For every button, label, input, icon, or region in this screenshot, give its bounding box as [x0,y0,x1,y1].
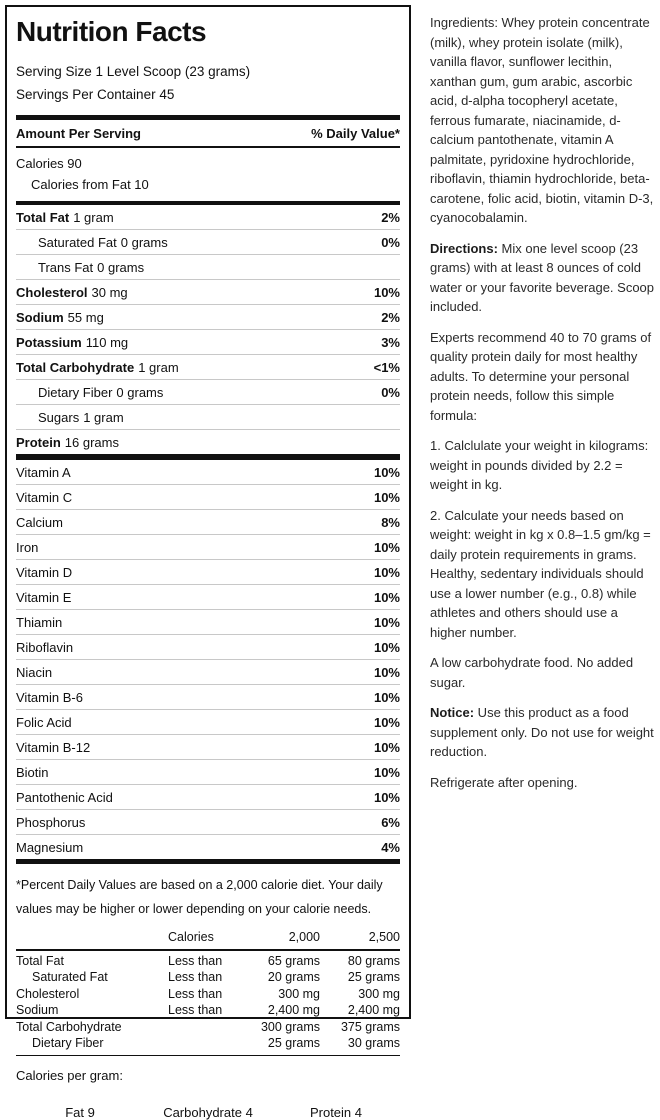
nutrient-name: Dietary Fiber [38,385,113,400]
refrigerate-text: Refrigerate after opening. [430,774,578,790]
dv-row-qualifier: Less than [168,986,223,1001]
nutrient-row [16,229,400,254]
amount-per-serving-label: Amount Per Serving [16,126,141,141]
vitamin-name: Biotin [16,765,49,780]
nutrient-name: Sodium [16,310,64,325]
vitamin-dv: 10% [373,640,400,655]
calories-per-gram-fat: Fat 9 [65,1104,95,1120]
vitamin-row [16,684,400,709]
dv-header-2500: 2,500 [368,930,400,944]
vitamin-name: Vitamin C [16,490,73,505]
vitamin-name: Vitamin D [16,565,73,580]
vitamin-dv: 4% [381,840,400,855]
nutrient-dv: 10% [373,285,400,300]
nutrient-rows [16,205,400,454]
dv-header-calories: Calories [168,930,214,944]
dv-table-row [16,1002,400,1019]
nutrient-amount: 16 grams [64,435,119,450]
vitamin-row [16,734,400,759]
vitamin-row [16,484,400,509]
calories-per-gram-row [16,1105,400,1120]
dv-row-name: Total Fat [16,953,64,968]
dv-row-2500: 30 grams [347,1036,400,1050]
formula-step-1-paragraph [430,436,655,495]
dv-row-2500: 300 mg [358,986,400,1001]
low-carb-text: A low carbohydrate food. No added sugar. [430,655,634,690]
dv-table-row [16,969,400,986]
nutrient-row [16,205,400,229]
dv-row-name: Cholesterol [16,986,80,1001]
calories-per-gram-carbohydrate: Carbohydrate 4 [163,1104,253,1120]
vitamin-row [16,509,400,534]
nutrient-dv: 2% [381,210,400,225]
dv-table-row [16,1019,400,1036]
vitamin-name: Calcium [16,515,63,530]
vitamin-name: Phosphorus [16,815,86,830]
nutrient-row [16,304,400,329]
dv-row-2500: 80 grams [347,953,400,968]
nutrient-row [16,329,400,354]
nutrient-name: Protein [16,435,61,450]
vitamin-dv: 10% [373,715,400,730]
nutrient-amount: 1 gram [83,410,124,425]
nutrient-amount: 1 gram [138,360,179,375]
protein-recommendation-text: Experts recommend 40 to 70 grams of quality protein daily for most healthy adults. To determine your personal protein needs, follow this simple formula: [430,329,652,423]
vitamin-row [16,759,400,784]
nutrient-dv: 2% [381,310,400,325]
vitamin-name: Thiamin [16,615,63,630]
nutrient-row [16,254,400,279]
vitamin-row [16,709,400,734]
nutrient-row [16,429,400,454]
nutrient-row [16,404,400,429]
vitamin-name: Vitamin A [16,465,71,480]
vitamin-row [16,460,400,484]
vitamin-name: Riboflavin [16,640,74,655]
nutrient-row [16,379,400,404]
nutrient-amount: 0 grams [120,235,168,250]
nutrient-name: Total Carbohydrate [16,360,135,375]
vitamin-dv: 10% [373,665,400,680]
vitamin-name: Folic Acid [16,715,72,730]
nutrient-name: Trans Fat [38,260,94,275]
dv-row-2000: 2,400 mg [267,1003,320,1017]
nutrient-amount: 0 grams [97,260,145,275]
low-carb-paragraph [430,653,655,692]
vitamin-row [16,609,400,634]
notice-label: Notice: [430,705,475,720]
vitamin-row [16,634,400,659]
nutrient-amount: 55 mg [67,310,104,325]
calories-from-fat-row: Calories from Fat 10 [31,177,149,192]
vitamin-row [16,559,400,584]
vitamin-dv: 10% [373,490,400,505]
nutrient-amount: 30 mg [91,285,128,300]
nutrient-dv: <1% [373,360,400,375]
vitamin-name: Vitamin B-6 [16,690,83,705]
nutrient-dv: 3% [381,335,400,350]
dv-row-2000: 300 grams [260,1019,320,1034]
dv-table-row [16,1035,400,1052]
dv-table-header [16,927,400,951]
vitamin-dv: 10% [373,615,400,630]
dv-table-body [16,951,400,1056]
dv-row-2000: 65 grams [267,953,320,968]
nutrient-name: Cholesterol [16,285,88,300]
serving-size: Serving Size 1 Level Scoop (23 grams) [16,64,251,79]
vitamin-row [16,534,400,559]
formula-step-2-text: 2. Calculate your needs based on weight: weight in kg x 0.8–1.5 gm/kg = daily protein requirements in grams. Healthy, sedentary individuals should use a lower number (e.g., 0.8) while athletes and others should use a higher number. [430,507,651,640]
nutrient-dv: 0% [381,385,400,400]
dv-row-name: Sodium [16,1003,59,1017]
daily-value-header: % Daily Value* [311,126,400,141]
calories-per-gram-label: Calories per gram: [16,1067,123,1083]
vitamin-row [16,784,400,809]
directions-label: Directions: [430,240,498,256]
vitamin-name: Vitamin E [16,590,72,605]
daily-value-footnote: *Percent Daily Values are based on a 2,000 calorie diet. Your daily values may be higher or lower depending on your calorie needs. [16,878,383,916]
dv-header-2000: 2,000 [288,930,320,944]
dv-row-qualifier: Less than [168,953,223,968]
nutrient-dv: 0% [381,235,400,250]
info-column [430,13,655,803]
dv-row-2000: 20 grams [267,970,320,984]
vitamin-dv: 8% [381,515,400,530]
vitamin-rows [16,460,400,859]
vitamin-name: Vitamin B-12 [16,740,91,755]
ingredients-text: Whey protein concentrate (milk), whey protein isolate (milk), vanilla flavor, sunflower lecithin, xanthan gum, gum arabic, ascorbic acid, d-alpha tocopheryl acetate, ferrous fumarate, niacinamide, d-calcium pantothenate, vitamin A palmitate, pyridoxine hydrochloride, riboflavin, thiamin hydrochloride, beta-carotene, folic acid, biotin, vitamin D-3, cyanocobalamin. [430,15,654,225]
dv-row-2000: 300 mg [278,986,320,1001]
vitamin-name: Iron [16,540,39,555]
dv-row-2500: 2,400 mg [347,1003,400,1017]
vitamin-dv: 10% [373,740,400,755]
servings-per-container: Servings Per Container 45 [16,87,175,102]
dv-row-qualifier: Less than [168,970,223,984]
nutrient-name: Total Fat [16,210,70,225]
calories-per-gram-protein: Protein 4 [309,1104,363,1120]
vitamin-dv: 10% [373,790,400,805]
formula-step-1-text: 1. Calclulate your weight in kilograms: weight in pounds divided by 2.2 = weight in kg. [430,438,649,492]
dv-row-name: Dietary Fiber [32,1036,104,1050]
nutrient-name: Sugars [38,410,80,425]
vitamin-name: Niacin [16,665,53,680]
calories-row: Calories 90 [16,156,82,171]
vitamin-name: Magnesium [16,840,84,855]
nutrient-amount: 110 mg [85,335,129,350]
refrigerate-paragraph [430,773,655,793]
vitamin-row [16,659,400,684]
vitamin-row [16,584,400,609]
notice-text: Use this product as a food supplement only. Do not use for weight reduction. [430,705,654,759]
vitamin-row [16,809,400,834]
nutrient-row [16,354,400,379]
vitamin-row [16,834,400,859]
vitamin-dv: 10% [373,765,400,780]
dv-table-row [16,986,400,1003]
dv-row-2000: 25 grams [267,1036,320,1050]
notice-paragraph [430,703,655,762]
calories-block [16,148,400,199]
vitamin-dv: 10% [373,590,400,605]
dv-row-qualifier: Less than [168,1003,223,1017]
directions-text: Mix one level scoop (23 grams) with at least 8 ounces of cold water or your favorite beverage. Scoop included. [430,240,655,314]
directions-paragraph [430,239,655,317]
formula-step-2-paragraph [430,506,655,643]
protein-recommendation-paragraph [430,328,655,426]
vitamin-dv: 10% [373,540,400,555]
nutrient-name: Saturated Fat [38,235,117,250]
nutrient-amount: 0 grams [116,385,164,400]
dv-row-2500: 25 grams [347,970,400,984]
nutrient-name: Potassium [16,335,82,350]
ingredients-paragraph [430,13,655,228]
vitamin-dv: 10% [373,465,400,480]
dv-table-row [16,953,400,970]
nutrient-row [16,279,400,304]
dv-row-name: Total Carbohydrate [16,1019,122,1034]
amount-per-serving-header [16,120,400,148]
nutrient-amount: 1 gram [73,210,114,225]
vitamin-name: Pantothenic Acid [16,790,113,805]
vitamin-dv: 10% [373,565,400,580]
dv-row-2500: 375 grams [340,1019,400,1034]
vitamin-dv: 10% [373,690,400,705]
vitamin-dv: 6% [381,815,400,830]
nutrition-label [5,5,411,1120]
dv-row-name: Saturated Fat [32,970,108,984]
ingredients-label: Ingredients: [430,15,498,30]
dv-reference-table [16,927,400,1056]
label-title: Nutrition Facts [16,16,207,47]
